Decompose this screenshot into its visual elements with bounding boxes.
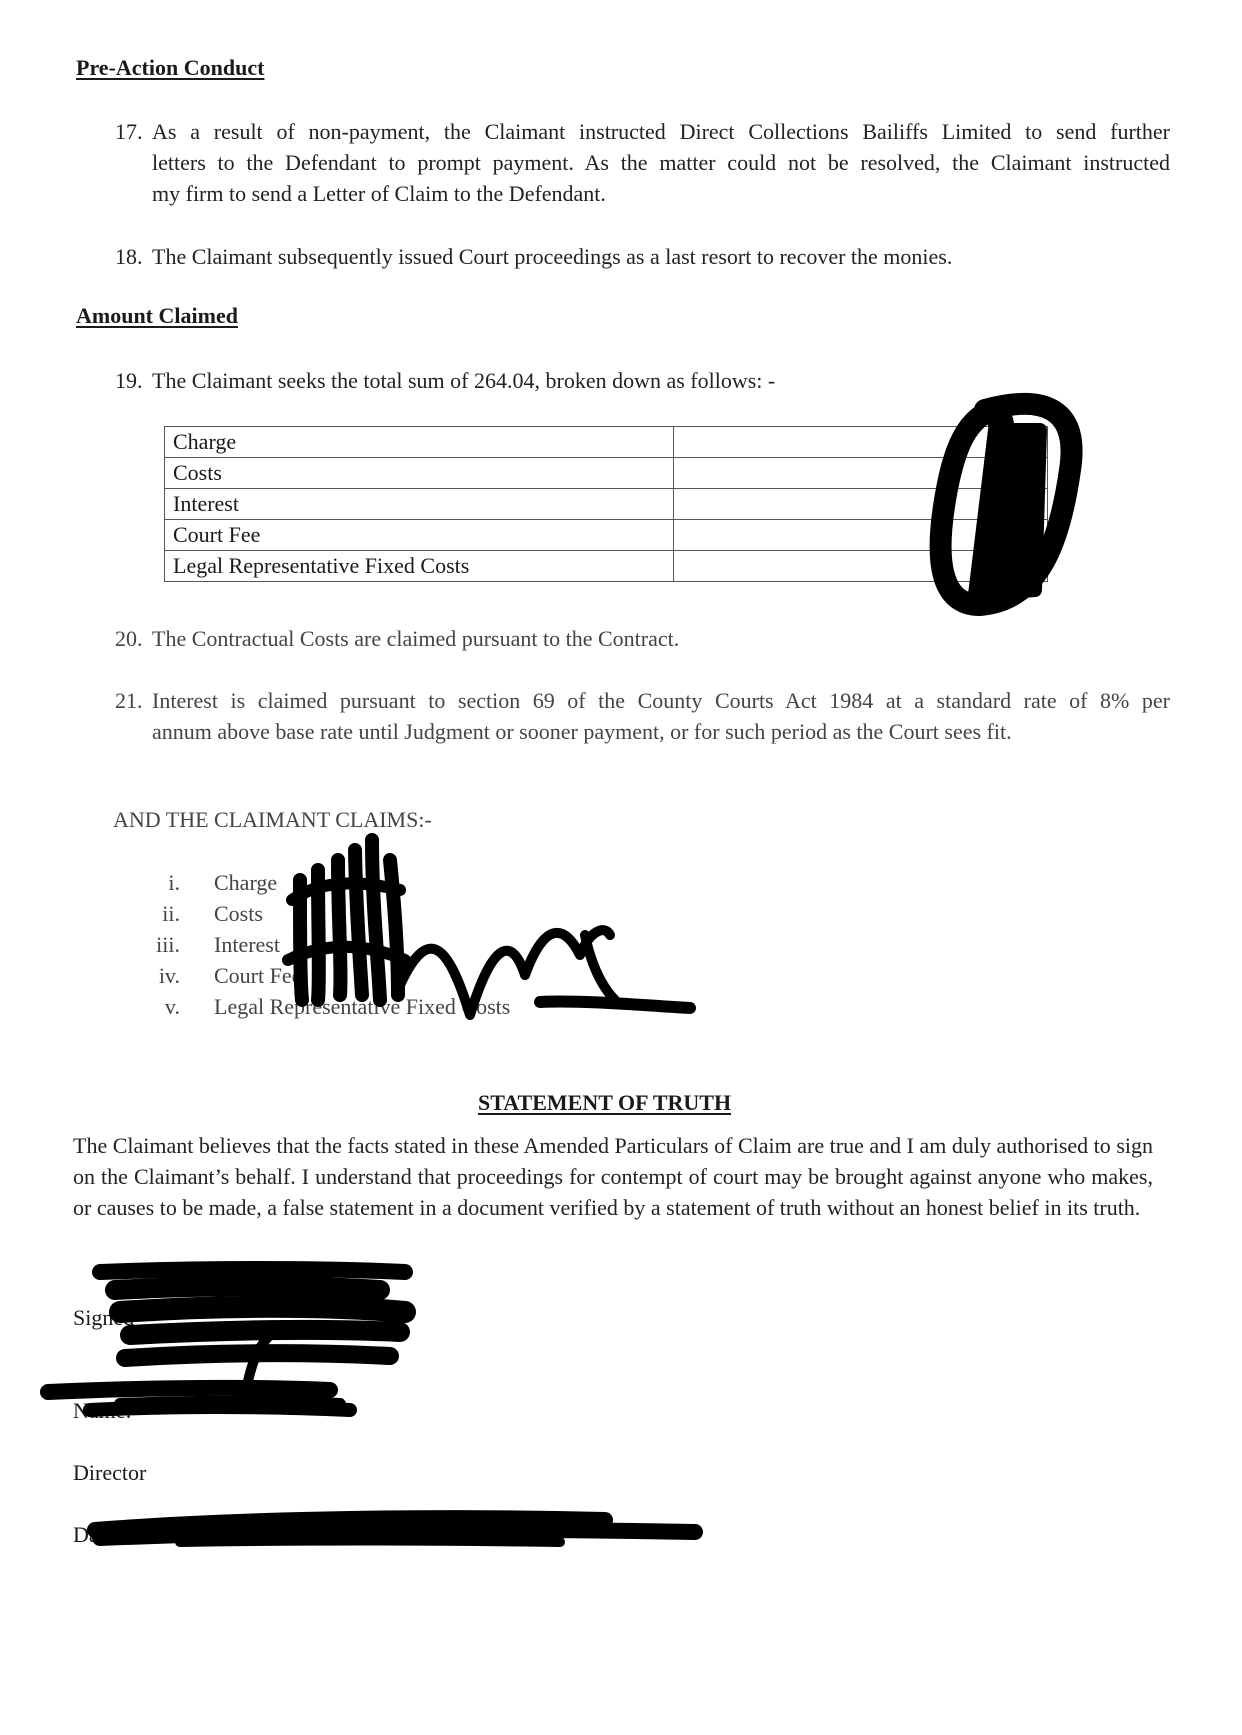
table-cell-value [674, 551, 1048, 582]
paragraph-line: annum above base rate until Judgment or sooner payment, or for such period as the Court sees fit. [152, 719, 1012, 744]
claims-intro: AND THE CLAIMANT CLAIMS:- [113, 807, 432, 832]
paragraph-number: 17. [115, 119, 143, 144]
statement-of-truth-heading: STATEMENT OF TRUTH [478, 1090, 732, 1115]
table-cell-label: Court Fee [165, 520, 674, 551]
paragraph-line: letters to the Defendant to prompt payment. As the matter could not be resolved, the Claimant instructed [152, 150, 1170, 175]
paragraph-number: 21. [115, 688, 143, 713]
name-label: Name: [73, 1398, 132, 1423]
table-cell-value [674, 520, 1048, 551]
claims-item-numeral: iv. [158, 963, 180, 988]
signed-label: Signed [73, 1305, 135, 1330]
claims-item-label: Court Fee [214, 963, 302, 988]
claims-amount-redaction [288, 840, 690, 1015]
claims-item-numeral: v. [164, 994, 180, 1019]
paragraph-text: The Claimant seeks the total sum of 264.04, broken down as follows: - [152, 368, 776, 393]
pre-action-heading: Pre-Action Conduct [76, 55, 265, 80]
paragraph-line: As a result of non-payment, the Claimant instructed Direct Collections Bailiffs Limited to send further [152, 119, 1170, 144]
table-row [165, 551, 1048, 582]
amount-claimed-heading: Amount Claimed [76, 303, 238, 328]
paragraph-line: my firm to send a Letter of Claim to the Defendant. [152, 181, 606, 206]
claims-item-label: Costs [214, 901, 263, 926]
date-redaction [95, 1518, 695, 1542]
table-row [165, 520, 1048, 551]
date-label: Date: [73, 1522, 121, 1547]
amount-breakdown-table [164, 426, 1048, 582]
paragraph-number: 18. [115, 244, 143, 269]
table-cell-label: Legal Representative Fixed Costs [165, 551, 674, 582]
paragraph-line: Interest is claimed pursuant to section 69 of the County Courts Act 1984 at a standard rate of 8% per [152, 688, 1170, 713]
paragraph-text: The Claimant subsequently issued Court proceedings as a last resort to recover the monies. [152, 244, 953, 269]
claims-item-label: Interest [214, 932, 280, 957]
table-cell-label: Costs [165, 458, 674, 489]
claims-item-numeral: iii. [156, 932, 180, 957]
claims-item-numeral: i. [168, 870, 180, 895]
table-cell-label: Charge [165, 427, 674, 458]
statement-of-truth-text: The Claimant believes that the facts stated in these Amended Particulars of Claim are true and I am duly authorised to sign on the Claimant’s behalf. I understand that proceedings for contempt of court may be brought against anyone who makes, or causes to be made, a false statement in a document verified by a statement of truth without an honest belief in its truth. [73, 1133, 1153, 1220]
claims-item-label: Charge [214, 870, 278, 895]
claims-item-label: Legal Representative Fixed Costs [214, 994, 511, 1019]
table-row [165, 489, 1048, 520]
paragraph-number: 20. [115, 626, 143, 651]
table-cell-value [674, 458, 1048, 489]
signature-redaction [48, 1269, 405, 1410]
table-cell-value [674, 427, 1048, 458]
signatory-role: Director [73, 1460, 147, 1485]
paragraph-text: The Contractual Costs are claimed pursuant to the Contract. [152, 626, 680, 651]
table-cell-label: Interest [165, 489, 674, 520]
table-cell-value [674, 489, 1048, 520]
paragraph-number: 19. [115, 368, 143, 393]
table-row [165, 427, 1048, 458]
claims-item-numeral: ii. [162, 901, 180, 926]
table-row [165, 458, 1048, 489]
